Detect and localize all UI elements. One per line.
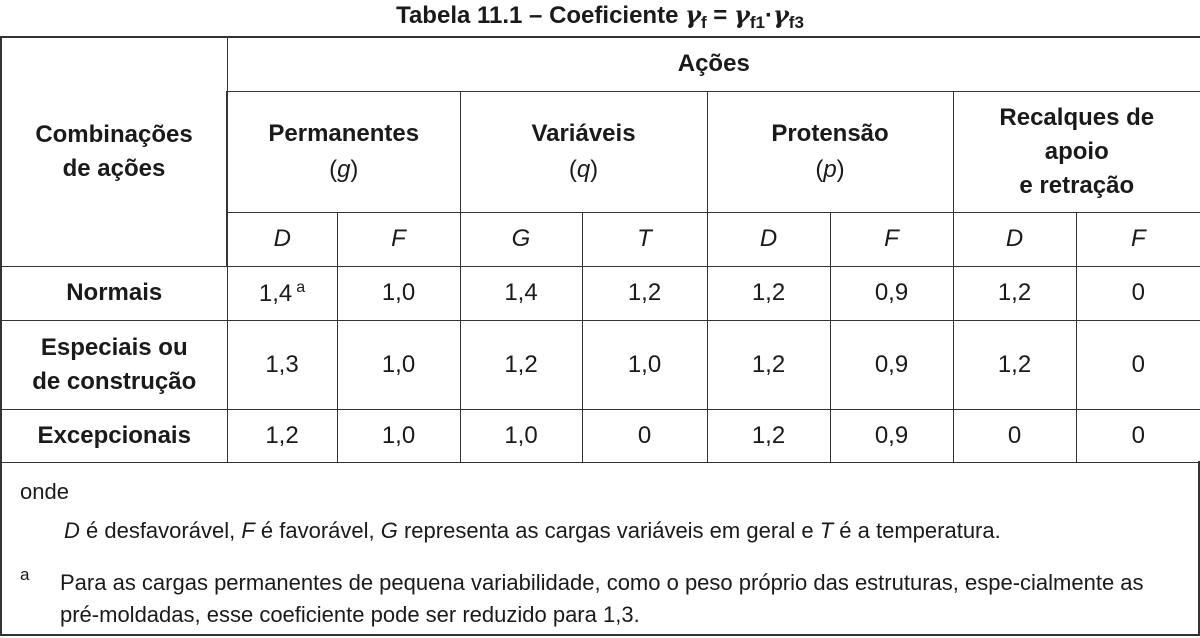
gamma-symbol: γ [685, 0, 701, 29]
row-label: Excepcionais [1, 409, 227, 462]
value-cell: 1,4 [460, 266, 582, 320]
subheader-cell: F [830, 212, 953, 266]
subheader-cell: F [1076, 212, 1200, 266]
value-cell: 1,0 [337, 320, 460, 409]
row-label: Normais [1, 266, 227, 320]
acoes-header: Ações [227, 37, 1200, 91]
group-name-line: apoio [1044, 137, 1109, 165]
subheader-cell: D [227, 212, 337, 266]
subheader-cell: T [582, 212, 707, 266]
value-cell: 1,0 [337, 409, 460, 462]
dot-operator: · [764, 2, 773, 29]
notes-intro: onde [20, 479, 69, 504]
subheader-cell: F [337, 212, 460, 266]
value-cell: 0,9 [830, 409, 953, 462]
gamma-symbol: γ [733, 0, 750, 29]
table-row [1, 266, 1200, 320]
group-name: Variáveis [531, 119, 636, 147]
row-label-line: Especiais ou [40, 333, 188, 361]
value-cell: 1,2 [707, 409, 830, 462]
subheader-cell: D [707, 212, 830, 266]
value-cell: 1,4 $^a$ [227, 266, 337, 320]
subscript-f3: f3 [788, 13, 804, 32]
row-header-line: Combinações [35, 120, 193, 148]
group-symbol: (q) [568, 155, 599, 183]
value-cell: 1,0 [460, 409, 582, 462]
row-header-line: de ações [62, 154, 166, 182]
footnote-mark: a [20, 565, 30, 584]
coefficients-table [0, 36, 1200, 463]
value-cell: 1,0 [582, 320, 707, 409]
value-cell: 0 [582, 409, 707, 462]
group-header-permanentes [227, 91, 460, 212]
value-cell: 0 [1076, 409, 1200, 462]
value-cell: 1,2 [460, 320, 582, 409]
notes-definitions: D é desfavorável, F é favorável, G representa as cargas variáveis em geral e T é a temperatura. [64, 518, 1001, 543]
table-notes [0, 461, 1200, 636]
value-cell: 1,2 [953, 320, 1076, 409]
group-header-recalques [953, 91, 1200, 212]
value-cell: 1,3 [227, 320, 337, 409]
subscript-f1: f1 [749, 13, 765, 32]
table-row [1, 320, 1200, 409]
value-cell: 1,0 [337, 266, 460, 320]
group-name: Protensão [771, 119, 889, 147]
value-cell: 1,2 [953, 266, 1076, 320]
subheader-cell: G [460, 212, 582, 266]
value-cell: 0 [953, 409, 1076, 462]
row-label [1, 320, 227, 409]
row-label-line: de construção [32, 367, 197, 395]
value-cell: 0 [1076, 266, 1200, 320]
subheader-cell: D [953, 212, 1076, 266]
value-cell: 0 [1076, 320, 1200, 409]
value-cell: 1,2 [227, 409, 337, 462]
subscript-f: f [700, 13, 707, 32]
value-cell: 0,9 [830, 320, 953, 409]
group-header-variaveis [460, 91, 707, 212]
group-symbol: (g) [329, 155, 359, 183]
group-name: Permanentes [268, 119, 420, 147]
title-text: Tabela 11.1 – Coeficiente [396, 2, 686, 29]
value-cell: 1,2 [707, 266, 830, 320]
value-cell: 0,9 [830, 266, 953, 320]
group-symbol: (p) [815, 155, 845, 183]
gamma-symbol: γ [772, 0, 789, 29]
footnote-text: Para as cargas permanentes de pequena variabilidade, como o peso próprio das estruturas, espe-cialmente as pré-moldadas, esse coeficiente pode ser reduzido para 1,3. [60, 570, 1144, 627]
value-cell: 1,2 [707, 320, 830, 409]
equals-sign: = [706, 2, 734, 29]
group-name-line: e retração [1019, 171, 1135, 199]
table-title [0, 0, 1200, 34]
row-header-cell [1, 37, 227, 266]
table-row [1, 409, 1200, 462]
group-name-line: Recalques de [999, 103, 1155, 131]
value-cell: 1,2 [582, 266, 707, 320]
footnote-ref: a [296, 278, 306, 296]
group-header-protensao [707, 91, 953, 212]
